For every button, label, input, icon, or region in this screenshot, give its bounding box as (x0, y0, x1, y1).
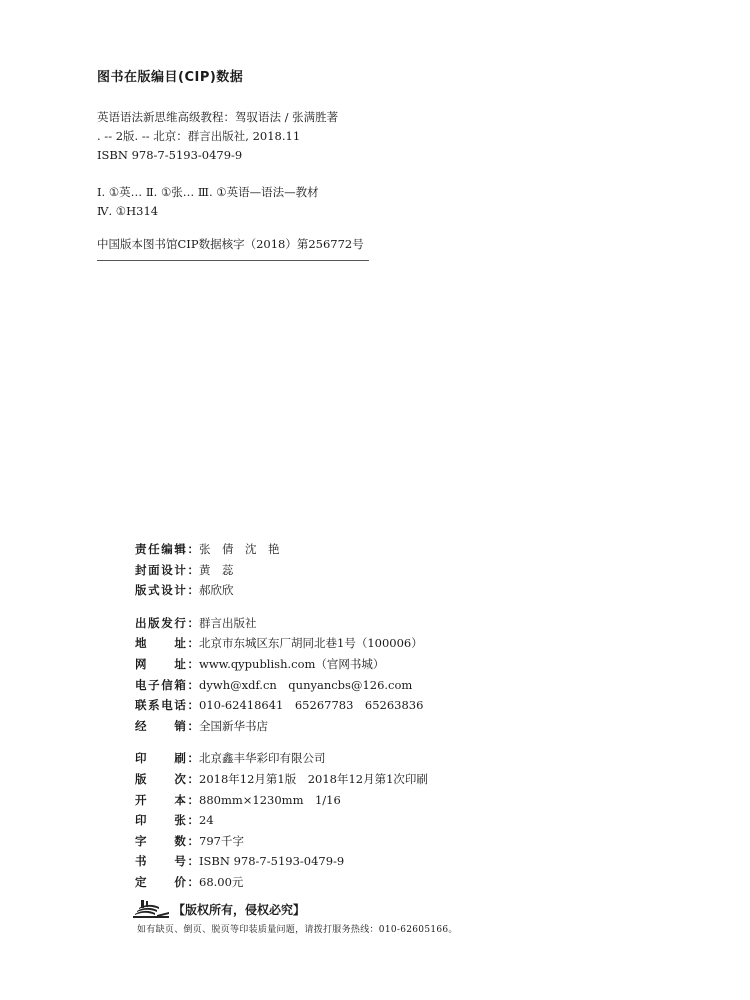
cip-edition-line: . -- 2版. -- 北京：群言出版社, 2018.11 (97, 129, 301, 143)
info-label: 印 张： (135, 813, 199, 828)
publisher-logo-icon (131, 898, 171, 920)
service-hotline-note: 如有缺页、倒页、脱页等印装质量问题，请拨打服务热线：010-62605166。 (137, 925, 458, 935)
info-value: 880mm×1230mm 1/16 (199, 792, 341, 807)
info-value: 全国新华书店 (199, 718, 268, 733)
info-value: 北京鑫丰华彩印有限公司 (199, 751, 326, 766)
rights-reserved-text: 【版权所有，侵权必究】 (173, 902, 306, 917)
info-label: 封面设计： (135, 562, 199, 577)
info-value: 24 (199, 813, 214, 828)
info-row (135, 748, 428, 769)
cip-isbn-line: ISBN 978-7-5193-0479-9 (97, 148, 243, 162)
cip-record-number: 中国版本图书馆CIP数据核字（2018）第256772号 (97, 237, 364, 251)
info-label: 联系电话： (135, 698, 199, 713)
info-value: 黄 蕊 (199, 562, 234, 577)
cip-block (97, 66, 372, 261)
info-label: 版式设计： (135, 583, 199, 598)
imprint-info (135, 539, 428, 893)
info-label: 责任编辑： (135, 542, 199, 556)
cip-title: 图书在版编目(CIP)数据 (97, 70, 244, 85)
info-label: 版 次： (135, 771, 199, 786)
printing-group (135, 748, 428, 892)
info-row (135, 695, 428, 716)
info-row (135, 633, 428, 654)
cip-divider (97, 260, 369, 261)
info-row (135, 716, 428, 737)
info-value: 2018年12月第1版 2018年12月第1次印刷 (199, 771, 428, 786)
info-row (135, 810, 428, 831)
credits-group (135, 539, 428, 601)
info-value: ISBN 978-7-5193-0479-9 (199, 854, 345, 869)
cip-book-title-line: 英语语法新思维高级教程：驾驭语法 / 张满胜著 (97, 110, 339, 124)
info-label: 电子信箱： (135, 677, 199, 692)
info-value: 010-62418641 65267783 65263836 (199, 698, 424, 713)
info-value: 北京市东城区东厂胡同北巷1号（100006） (199, 636, 423, 651)
info-row (135, 560, 428, 581)
info-label: 印 刷： (135, 751, 199, 766)
copyright-notice (131, 897, 458, 935)
info-row (135, 872, 428, 893)
info-row (135, 769, 428, 790)
info-value: 797千字 (199, 833, 244, 848)
info-value: 群言出版社 (199, 615, 257, 630)
info-label: 网 址： (135, 656, 199, 671)
info-label: 地 址： (135, 636, 199, 651)
info-label: 定 价： (135, 874, 199, 889)
info-row (135, 654, 428, 675)
info-value: 张 倩 沈 艳 (199, 542, 280, 556)
info-row (135, 580, 428, 601)
info-row (135, 851, 428, 872)
info-row (135, 831, 428, 852)
info-label: 出版发行： (135, 615, 199, 630)
info-value: www.qypublish.com（官网书城） (199, 656, 385, 671)
info-label: 经 销： (135, 718, 199, 733)
info-row (135, 675, 428, 696)
info-value: dywh@xdf.cn qunyancbs@126.com (199, 677, 413, 692)
info-row (135, 790, 428, 811)
cip-clc-line: Ⅳ. ①H314 (97, 204, 159, 218)
info-label: 书 号： (135, 854, 199, 869)
info-label: 开 本： (135, 792, 199, 807)
info-label: 字 数： (135, 833, 199, 848)
info-value: 郝欣欣 (199, 583, 234, 598)
info-value: 68.00元 (199, 874, 244, 889)
cip-classification-line: Ⅰ. ①英… Ⅱ. ①张… Ⅲ. ①英语—语法—教材 (97, 185, 319, 199)
info-row (135, 613, 428, 634)
publisher-group (135, 613, 428, 737)
info-row (135, 539, 428, 560)
